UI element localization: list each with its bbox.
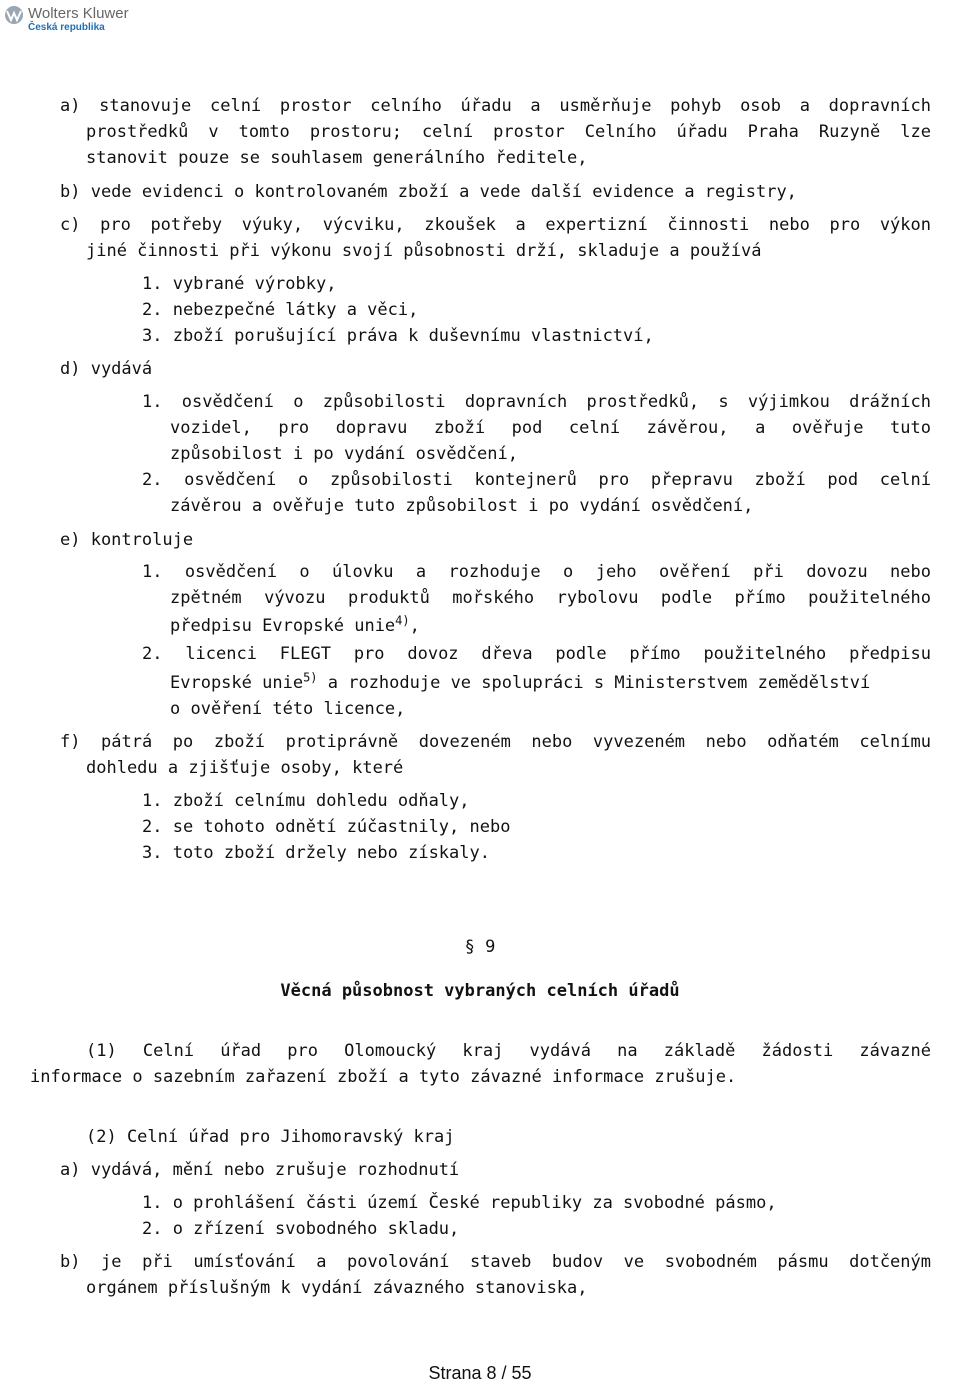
item-e-sub-2-line-3: o ověření této licence, (170, 699, 406, 719)
para-2: (2) Celní úřad pro Jihomoravský kraj (86, 1127, 455, 1147)
text-run: Evropské unie (170, 673, 304, 693)
text-run: a rozhoduje ve spolupráci s Ministerstvem zemědělství (317, 673, 871, 693)
para-2-item-a-sub-1: 1. o prohlášení části území České republiky za svobodné pásmo, (142, 1193, 777, 1213)
para-2-item-a-sub-2: 2. o zřízení svobodného skladu, (142, 1219, 460, 1239)
item-d-sub-2-line-2: závěrou a ověřuje tuto způsobilost i po vydání osvědčení, (170, 496, 754, 516)
item-c-sub-3: 3. zboží porušující práva k duševnímu vlastnictví, (142, 326, 654, 346)
section-title: Věcná působnost vybraných celních úřadů (280, 981, 680, 1001)
para-2-item-b-line-1: b) je při umísťování a povolování staveb budov ve svobodném pásmu dotčeným (60, 1252, 931, 1272)
item-c-line-2: jiné činnosti při výkonu svojí působnosti drží, skladuje a používá (86, 241, 762, 261)
logo-name: Wolters Kluwer (28, 5, 129, 22)
item-f-line-1: f) pátrá po zboží protiprávně dovezeném nebo vyvezeném nebo odňatém celnímu (60, 732, 931, 752)
item-c-line-1: c) pro potřeby výuky, výcviku, zkoušek a expertizní činnosti nebo pro výkon (60, 215, 931, 235)
item-e-sub-1-line-2: zpětném vývozu produktů mořského rybolovu podle přímo použitelného (170, 588, 931, 608)
page-number: Strana 8 / 55 (428, 1363, 532, 1383)
item-e-sub-1-line-3 (170, 613, 420, 639)
item-b: b) vede evidenci o kontrolovaném zboží a vede další evidence a registry, (60, 182, 797, 202)
item-d-sub-1-line-1: 1. osvědčení o způsobilosti dopravních prostředků, s výjimkou drážních (142, 392, 931, 412)
item-c-sub-1: 1. vybrané výrobky, (142, 274, 337, 294)
text-run: , (409, 616, 420, 636)
item-f-sub-3: 3. toto zboží držely nebo získaly. (142, 843, 490, 863)
item-a-line-2: prostředků v tomto prostoru; celní prostor Celního úřadu Praha Ruzyně lze (86, 122, 931, 142)
item-c-sub-2: 2. nebezpečné látky a věci, (142, 300, 419, 320)
logo-subtitle: Česká republika (28, 22, 105, 33)
text-run: předpisu Evropské unie (170, 616, 396, 636)
item-d: d) vydává (60, 359, 153, 379)
item-d-sub-1-line-3: způsobilost i po vydání osvědčení, (170, 444, 518, 464)
item-f-line-2: dohledu a zjišťuje osoby, které (86, 758, 404, 778)
item-a-line-3: stanovit pouze se souhlasem generálního ředitele, (86, 148, 588, 168)
item-e-sub-2-line-1: 2. licenci FLEGT pro dovoz dřeva podle přímo použitelného předpisu (142, 644, 931, 664)
footnote-ref-4[interactable]: 4) (395, 613, 410, 628)
publisher-logo (4, 4, 129, 36)
section-number: § 9 (464, 937, 496, 957)
para-2-item-a: a) vydává, mění nebo zrušuje rozhodnutí (60, 1160, 460, 1180)
para-1-line-1: (1) Celní úřad pro Olomoucký kraj vydává na základě žádosti závazné (86, 1041, 931, 1061)
item-a-line-1: a) stanovuje celní prostor celního úřadu a usměrňuje pohyb osob a dopravních (60, 96, 931, 116)
para-2-item-b-line-2: orgánem příslušným k vydání závazného stanoviska, (86, 1278, 588, 1298)
item-e: e) kontroluje (60, 530, 194, 550)
item-f-sub-2: 2. se tohoto odnětí zúčastnily, nebo (142, 817, 511, 837)
item-e-sub-1-line-1: 1. osvědčení o úlovku a rozhoduje o jeho ověření při dovozu nebo (142, 562, 931, 582)
para-1-line-2: informace o sazebním zařazení zboží a tyto závazné informace zrušuje. (30, 1067, 737, 1087)
item-d-sub-2-line-1: 2. osvědčení o způsobilosti kontejnerů pro přepravu zboží pod celní (142, 470, 931, 490)
wolters-kluwer-mark-icon (4, 5, 24, 25)
footnote-ref-5[interactable]: 5) (303, 670, 318, 685)
item-f-sub-1: 1. zboží celnímu dohledu odňaly, (142, 791, 470, 811)
item-e-sub-2-line-2 (170, 670, 870, 696)
item-d-sub-1-line-2: vozidel, pro dopravu zboží pod celní závěrou, a ověřuje tuto (170, 418, 931, 438)
